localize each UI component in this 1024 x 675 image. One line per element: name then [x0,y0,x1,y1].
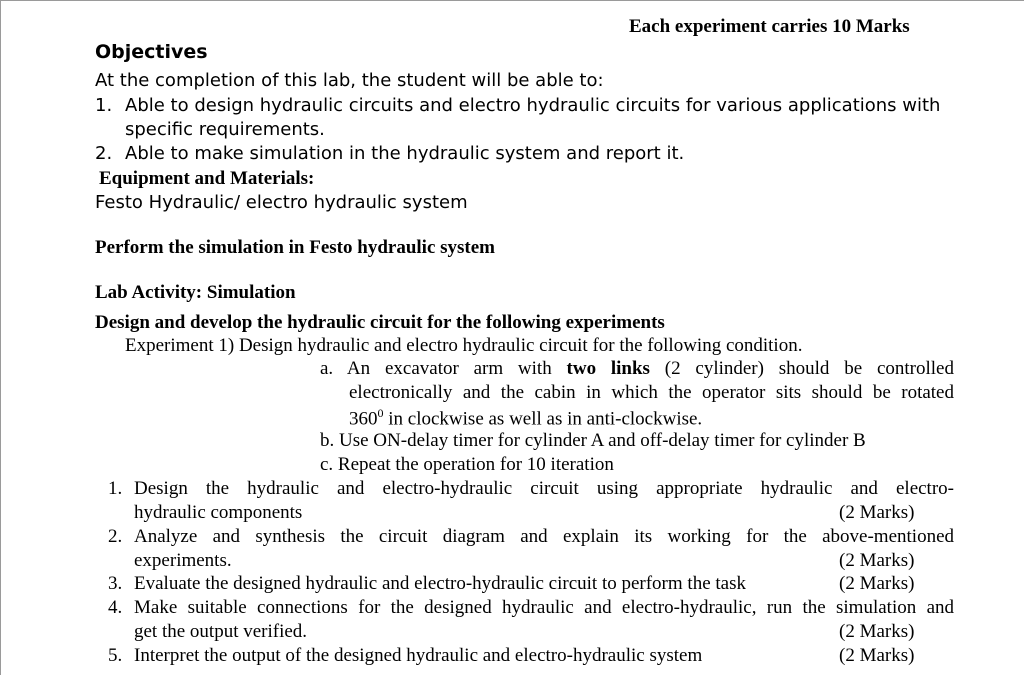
condition-a-prefix: a. An excavator arm with [320,358,567,379]
condition-a-line2: electronically and the cabin in which the operator sits should be rotated [349,382,954,403]
task-4-marks: (2 Marks) [839,621,915,642]
task-1-text: Design the hydraulic and electro-hydraulic circuit using appropriate hydraulic and electro- [134,478,954,499]
condition-a-line1 [320,358,954,380]
condition-a-degree-value: 360 [349,408,378,430]
task-3-marks: (2 Marks) [839,573,915,594]
condition-a-rest: (2 cylinder) should be controlled [649,358,954,379]
task-2-marks: (2 Marks) [839,550,915,571]
task-2-number: 2. [108,526,123,547]
objective-2-number: 2. [95,143,113,164]
objective-1-text: Able to design hydraulic circuits and electro hydraulic circuits for various applications with [125,95,941,116]
condition-a-line3 [349,406,702,430]
task-5-number: 5. [108,645,123,666]
experiment-1-line: Experiment 1) Design hydraulic and electro hydraulic circuit for the following condition. [125,335,803,356]
objective-1-number: 1. [95,95,113,116]
objectives-heading: Objectives [95,41,208,63]
condition-c: c. Repeat the operation for 10 iteration [320,454,614,475]
condition-a-bold: two links [566,358,650,379]
perform-heading: Perform the simulation in Festo hydraulic system [95,237,496,258]
lab-activity-subheading: Design and develop the hydraulic circuit for the following experiments [95,312,665,333]
lab-activity-heading: Lab Activity: Simulation [95,282,296,303]
equipment-heading: Equipment and Materials: [99,168,315,189]
task-5-text: Interpret the output of the designed hydraulic and electro-hydraulic system [134,645,703,666]
task-3-text: Evaluate the designed hydraulic and electro-hydraulic circuit to perform the task [134,573,746,594]
objectives-intro: At the completion of this lab, the student will be able to: [95,70,604,91]
task-2-text-cont: experiments. [134,550,232,571]
equipment-text: Festo Hydraulic/ electro hydraulic system [95,192,468,213]
task-1-number: 1. [108,478,123,499]
objective-1-text-cont: specific requirements. [125,119,325,140]
task-2-text: Analyze and synthesis the circuit diagram and explain its working for the above-mentioned [134,526,954,547]
marks-note: Each experiment carries 10 Marks [629,16,910,37]
condition-a-line3-text: in clockwise as well as in anti-clockwise. [383,408,703,430]
task-3-number: 3. [108,573,123,594]
task-1-marks: (2 Marks) [839,502,915,523]
task-4-text-cont: get the output verified. [134,621,308,642]
task-1-text-cont: hydraulic components [134,502,303,523]
objective-2-text: Able to make simulation in the hydraulic system and report it. [125,143,685,164]
task-4-text: Make suitable connections for the designed hydraulic and electro-hydraulic, run the simulation and [134,597,954,618]
degree-superscript: 0 [377,406,384,420]
task-5-marks: (2 Marks) [839,645,915,666]
task-4-number: 4. [108,597,123,618]
condition-b: b. Use ON-delay timer for cylinder A and off-delay timer for cylinder B [320,430,866,451]
